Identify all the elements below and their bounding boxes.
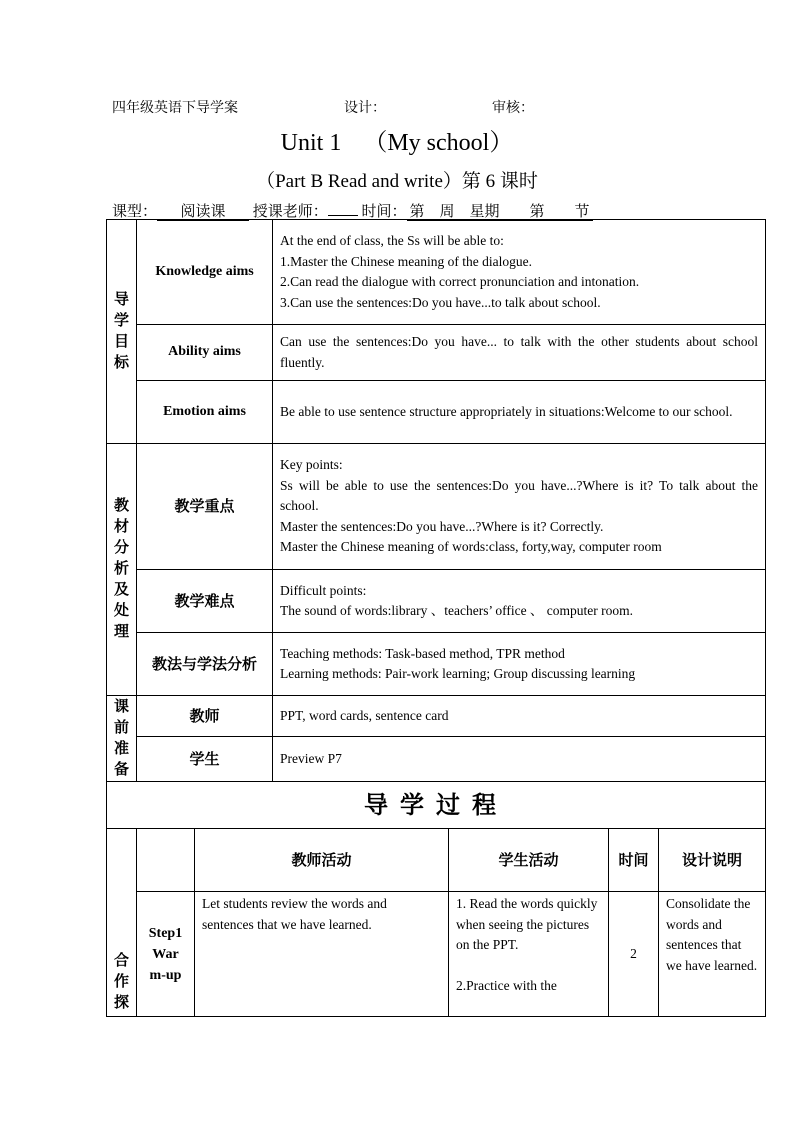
knowledge-line: At the end of class, the Ss will be able to:	[280, 233, 504, 248]
process-heading-row	[107, 782, 766, 829]
methods-line: Teaching methods: Task-based method, TPR method	[280, 645, 565, 661]
prep-side-label: 课前准备	[107, 696, 137, 782]
prep-student-label: 学生	[137, 737, 273, 782]
process-side-label: 合作探	[107, 829, 137, 1017]
prep-teacher-row	[107, 696, 766, 737]
lesson-meta	[112, 200, 593, 221]
page-title	[0, 122, 794, 157]
emotion-row	[107, 381, 766, 444]
difficult-points-row	[107, 570, 766, 633]
knowledge-line: 1.Master the Chinese meaning of the dialogue.	[280, 253, 532, 269]
time-header: 时间	[609, 829, 659, 892]
knowledge-line: 3.Can use the sentences:Do you have...to talk about school.	[280, 294, 601, 310]
key-points-label: 教学重点	[137, 444, 273, 570]
difficult-line: The sound of words:library 、teachers’ office 、 computer room.	[280, 603, 634, 618]
knowledge-row	[107, 220, 766, 325]
step-header-blank	[137, 829, 195, 892]
emotion-aims-content: Be able to use sentence structure appropriately in situations:Welcome to our school.	[273, 381, 766, 444]
difficult-points-content	[273, 570, 766, 633]
type-label: 课型：	[112, 204, 158, 220]
knowledge-aims-content	[273, 220, 766, 325]
process-heading: 导学过程	[107, 782, 766, 829]
teacher-activity-header: 教师活动	[195, 829, 449, 892]
key-points-content	[273, 444, 766, 570]
design-header: 设计说明	[659, 829, 766, 892]
knowledge-aims-label: Knowledge aims	[137, 220, 273, 325]
page-subtitle: （Part B Read and write）第 6 课时	[256, 171, 538, 192]
key-line: Master the sentences:Do you have...?Where is it? Correctly.	[280, 518, 604, 534]
difficult-points-label: 教学难点	[137, 570, 273, 633]
prep-teacher-value: PPT, word cards, sentence card	[273, 696, 766, 737]
methods-row	[107, 633, 766, 696]
emotion-aims-label: Emotion aims	[137, 381, 273, 444]
key-line: Ss will be able to use the sentences:Do you have...?Where is it? To talk about the school.	[280, 477, 759, 514]
prep-teacher-label: 教师	[137, 696, 273, 737]
student-activity-header: 学生活动	[449, 829, 609, 892]
key-line: Master the Chinese meaning of words:class, forty,way, computer room	[280, 539, 662, 555]
step1-teacher-activity: Let students review the words and sentences that we have learned.	[195, 892, 449, 1017]
step1-design: Consolidate the words and sentences that we have learned.	[659, 892, 766, 1017]
methods-content	[273, 633, 766, 696]
unit-topic: （My school）	[363, 130, 514, 156]
prep-student-value: Preview P7	[273, 737, 766, 782]
type-value: 阅读课	[157, 204, 249, 221]
ability-aims-content: Can use the sentences:Do you have... to talk with the other students about school fluently.	[273, 325, 766, 381]
key-points-row	[107, 444, 766, 570]
step1-student-activity	[449, 892, 609, 1017]
key-line: Key points:	[280, 457, 343, 473]
prep-student-row	[107, 737, 766, 782]
review-label: 审核：	[492, 101, 534, 116]
knowledge-line: 2.Can read the dialogue with correct pronunciation and intonation.	[280, 274, 640, 289]
process-header-row	[107, 829, 766, 892]
teacher-label: 授课老师：	[252, 204, 328, 220]
difficult-line: Difficult points:	[280, 582, 367, 598]
time-value: 第 周 星期 第 节	[407, 204, 593, 221]
unit-number: Unit 1	[280, 130, 342, 156]
step1-time: 2	[609, 892, 659, 1017]
ability-row	[107, 325, 766, 381]
grade-plan-label: 四年级英语下导学案	[112, 101, 238, 116]
step1-label: Step1 War m-up	[137, 892, 195, 1017]
step1-row	[107, 892, 766, 1017]
step1-student-line: 1. Read the words quickly when seeing the pictures on the PPT.	[456, 896, 598, 952]
step1-student-line: 2.Practice with the	[456, 977, 557, 993]
ability-aims-label: Ability aims	[137, 325, 273, 381]
design-label: 设计：	[344, 101, 386, 116]
aims-side-label: 导学目标	[107, 220, 137, 444]
analysis-side-label: 教材分析及处理	[107, 444, 137, 696]
methods-label: 教法与学法分析	[137, 633, 273, 696]
teacher-value	[328, 215, 358, 216]
methods-line: Learning methods: Pair-work learning; Group discussing learning	[280, 666, 636, 681]
lesson-table	[106, 219, 766, 1017]
time-label: 时间：	[361, 204, 407, 220]
